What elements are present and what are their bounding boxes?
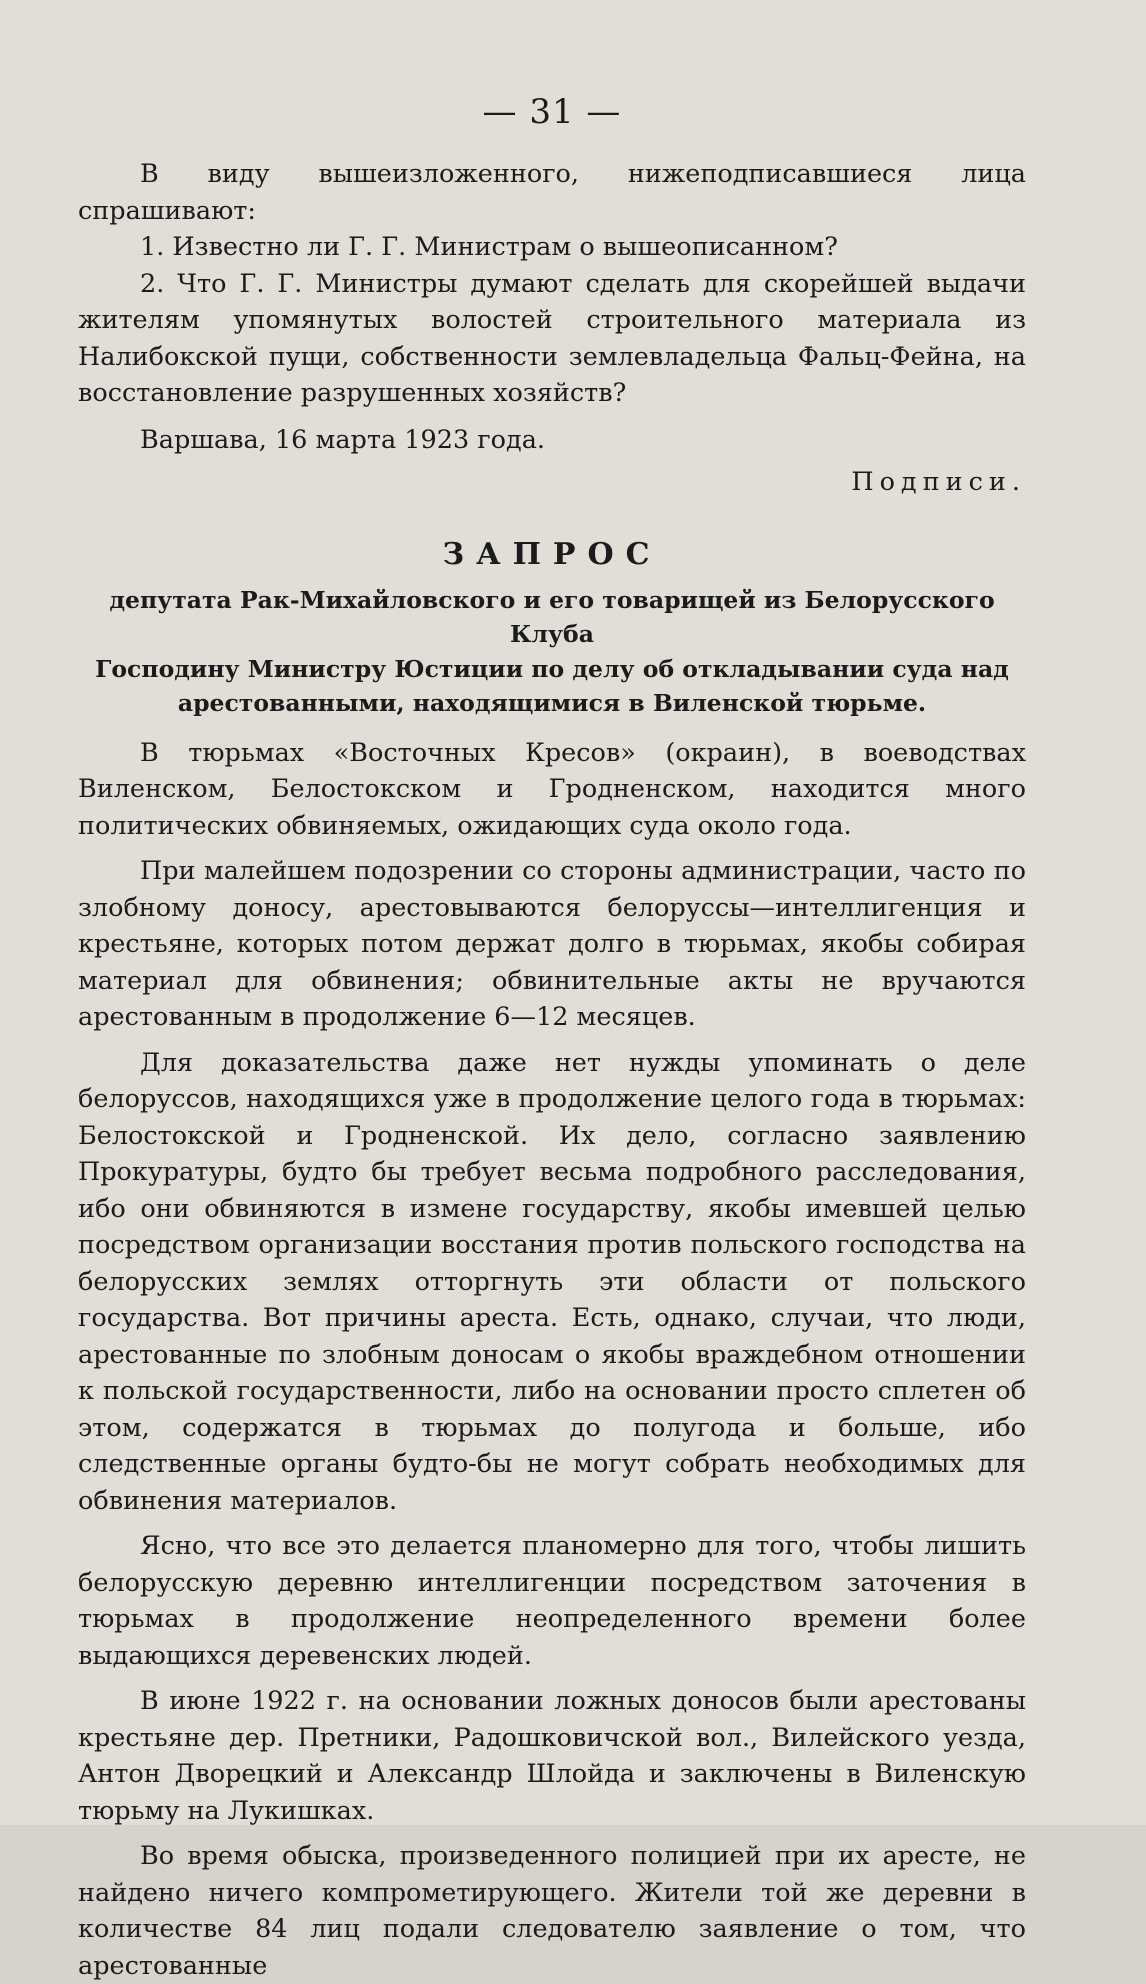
body-paragraph: Для доказательства даже нет нужды упоминать о деле белоруссов, находящихся уже в продолжение целого года в тюрьмах: Белостокской и Гродненской. Их дело, согласно заявлению Прокуратуры, будто бы требует весьма подробного расследования, ибо они обвиняются в измене государству, якобы имевшей целью посредством организации восстания против польского господства на белорусских землях отторгнуть эти области от польского государства. Вот причины ареста. Есть, однако, случаи, что люди, арестованные по злобным доносам о якобы враждебном отношении к польской государственности, либо на основании просто сплетен об этом, содержатся в тюрьмах до полугода и больше, ибо следственные органы будто-бы не могут собрать необходимых для обвинения материалов. <box>78 1047 1026 1516</box>
request-subtitle-line: депутата Рак-Михайловского и его товарищей из Белорусского Клуба <box>109 585 995 648</box>
question-1: 1. Известно ли Г. Г. Министрам о вышеописанном? <box>140 232 838 262</box>
request-subtitle-line: Господину Министру Юстиции по делу об откладывании суда над <box>95 654 1009 683</box>
date-line: Варшава, 16 марта 1923 года. <box>140 424 545 455</box>
signatures: Подписи. <box>851 467 1026 497</box>
body-paragraph: При малейшем подозрении со стороны администрации, часто по злобному доносу, арестовываются белоруссы—интеллигенция и крестьяне, которых потом держат долго в тюрьмах, якобы собирая материал для обвинения; обвинительные акты не вручаются арестованным в продолжение 6—12 месяцев. <box>78 856 1026 1032</box>
request-title: ЗАПРОС <box>442 536 662 572</box>
body-paragraph: Ясно, что все это делается планомерно для того, чтобы лишить белорусскую деревню интеллигенции посредством заточения в тюрьмах в продолжение неопределенного времени более выдающихся деревенских людей. <box>78 1531 1026 1671</box>
intro-line: В виду вышеизложенного, нижеподписавшиеся лица спрашивают: <box>78 159 1026 226</box>
body-paragraph: Во время обыска, произведенного полицией при их аресте, не найдено ничего компрометирующего. Жители той же деревни в количестве 84 лиц подали следователю заявление о том, что арестованные <box>78 1841 1026 1981</box>
page-number: — 31 — <box>482 92 622 132</box>
question-2: 2. Что Г. Г. Министры думают сделать для скорейшей выдачи жителям упомянутых волостей строительного материала из Налибокской пущи, собственности землевладельца Фальц-Фейна, на восстановление разрушенных хозяйств? <box>78 268 1026 408</box>
body-paragraph: В тюрьмах «Восточных Кресов» (окраин), в воеводствах Виленском, Белостокском и Гродненском, находится много политических обвиняемых, ожидающих суда около года. <box>78 737 1026 841</box>
request-subtitle <box>78 583 1026 721</box>
request-subtitle-line: арестованными, находящимися в Виленской тюрьме. <box>177 689 927 717</box>
body-paragraph: В июне 1922 г. на основании ложных доносов были арестованы крестьяне дер. Претники, Радошковичской вол., Вилейского уезда, Антон Дворецкий и Александр Шлойда и заключены в Виленскую тюрьму на Лукишках. <box>78 1686 1026 1826</box>
